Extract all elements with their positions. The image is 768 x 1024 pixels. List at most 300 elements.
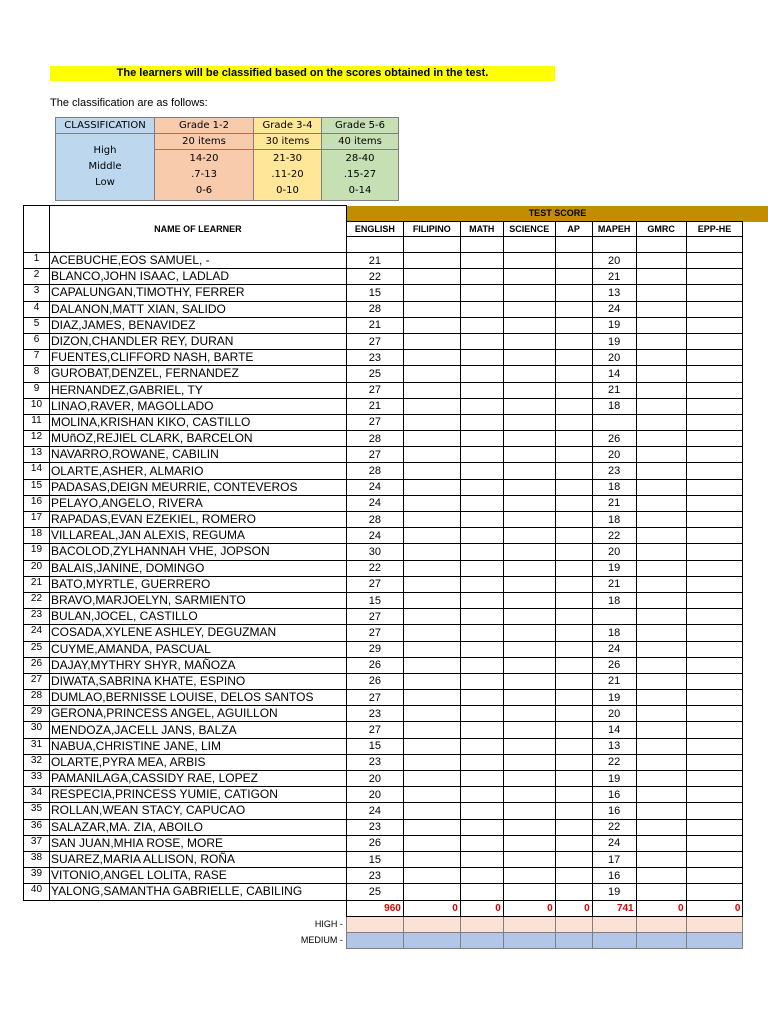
- gmrc-score: [636, 625, 686, 641]
- learner-row: [24, 495, 768, 511]
- filipino-score: [403, 253, 460, 269]
- filipino-score: [403, 333, 460, 349]
- epp-he-score: [686, 285, 743, 301]
- mapeh-score: 20: [592, 350, 636, 366]
- filipino-score: [403, 512, 460, 528]
- learner-name: NAVARRO,ROWANE, CABILIN: [49, 447, 346, 463]
- learner-number: 38: [24, 851, 50, 867]
- science-score: [503, 366, 555, 382]
- learner-name: DAJAY,MYTHRY SHYR, MAÑOZA: [49, 657, 346, 673]
- learner-number: 12: [24, 431, 50, 447]
- learner-row: [24, 787, 768, 803]
- learner-row: [24, 738, 768, 754]
- high-count-cell: [555, 916, 592, 932]
- learner-row: [24, 382, 768, 398]
- science-score: [503, 512, 555, 528]
- gmrc-score: [636, 479, 686, 495]
- medium-count-cell: [555, 932, 592, 948]
- epp-he-score: [686, 754, 743, 770]
- learner-row: [24, 431, 768, 447]
- subject-header-ap: AP: [555, 222, 592, 237]
- epp-he-score: [686, 479, 743, 495]
- science-score: [503, 560, 555, 576]
- test-score-header: TEST SCORE: [346, 206, 768, 222]
- mapeh-score: 24: [592, 641, 636, 657]
- learner-row: [24, 479, 768, 495]
- learner-number: 14: [24, 463, 50, 479]
- english-score: 23: [346, 868, 403, 884]
- mapeh-score: 21: [592, 673, 636, 689]
- medium-count-cell: [503, 932, 555, 948]
- math-score: [460, 560, 503, 576]
- learner-name: MOLINA,KRISHAN KIKO, CASTILLO: [49, 414, 346, 430]
- math-score: [460, 609, 503, 625]
- ap-score: [555, 269, 592, 285]
- english-score: 27: [346, 414, 403, 430]
- epp-he-score: [686, 463, 743, 479]
- mapeh-score: 22: [592, 528, 636, 544]
- filipino-score: [403, 657, 460, 673]
- science-score: [503, 495, 555, 511]
- subject-header-epp-he: EPP-HE: [686, 222, 743, 237]
- learner-number: 24: [24, 625, 50, 641]
- gmrc-score: [636, 738, 686, 754]
- ap-score: [555, 706, 592, 722]
- learner-row: [24, 414, 768, 430]
- gmrc-score: [636, 722, 686, 738]
- math-score: [460, 690, 503, 706]
- learner-row: [24, 754, 768, 770]
- math-score: [460, 463, 503, 479]
- learner-number: 15: [24, 479, 50, 495]
- english-score: 15: [346, 592, 403, 608]
- science-score: [503, 382, 555, 398]
- learner-name: COSADA,XYLENE ASHLEY, DEGUZMAN: [49, 625, 346, 641]
- math-score: [460, 398, 503, 414]
- high-count-cell: [346, 916, 403, 932]
- subject-header-math: MATH: [460, 222, 503, 237]
- science-score: [503, 625, 555, 641]
- gmrc-score: [636, 754, 686, 770]
- gmrc-score: [636, 884, 686, 900]
- filipino-score: [403, 269, 460, 285]
- learner-number: 17: [24, 512, 50, 528]
- math-score: [460, 317, 503, 333]
- english-score: 20: [346, 771, 403, 787]
- english-score: 21: [346, 398, 403, 414]
- learner-name: PELAYO,ANGELO, RIVERA: [49, 495, 346, 511]
- mapeh-score: 22: [592, 819, 636, 835]
- math-score: [460, 851, 503, 867]
- mapeh-score: 23: [592, 463, 636, 479]
- learner-name: BACOLOD,ZYLHANNAH VHE, JOPSON: [49, 544, 346, 560]
- epp-he-score: [686, 787, 743, 803]
- filipino-score: [403, 398, 460, 414]
- learner-name: PADASAS,DEIGN MEURRIE, CONTEVEROS: [49, 479, 346, 495]
- learner-name: DALANON,MATT XIAN, SALIDO: [49, 301, 346, 317]
- filipino-score: [403, 560, 460, 576]
- gmrc-score: [636, 851, 686, 867]
- gmrc-score: [636, 301, 686, 317]
- filipino-score: [403, 819, 460, 835]
- learner-name: RAPADAS,EVAN EZEKIEL, ROMERO: [49, 512, 346, 528]
- filipino-score: [403, 835, 460, 851]
- epp-he-score: [686, 851, 743, 867]
- math-score: [460, 592, 503, 608]
- medium-label: MEDIUM -: [300, 935, 343, 945]
- learner-name: DIWATA,SABRINA KHATE, ESPINO: [49, 673, 346, 689]
- learner-name: GUROBAT,DENZEL, FERNANDEZ: [49, 366, 346, 382]
- learner-name: DIZON,CHANDLER REY, DURAN: [49, 333, 346, 349]
- epp-he-score: [686, 673, 743, 689]
- learner-name: HERNANDEZ,GABRIEL, TY: [49, 382, 346, 398]
- epp-he-score: [686, 657, 743, 673]
- english-score: 15: [346, 851, 403, 867]
- epp-he-score: [686, 414, 743, 430]
- learner-number: 31: [24, 738, 50, 754]
- mapeh-score: 20: [592, 253, 636, 269]
- science-score: [503, 706, 555, 722]
- science-score: [503, 576, 555, 592]
- epp-he-score: [686, 868, 743, 884]
- science-score: [503, 738, 555, 754]
- learner-name: NABUA,CHRISTINE JANE, LIM: [49, 738, 346, 754]
- epp-he-score: [686, 706, 743, 722]
- subject-header-filipino: FILIPINO: [403, 222, 460, 237]
- grade-3-4-items: 30 items: [254, 134, 322, 150]
- gmrc-score: [636, 463, 686, 479]
- medium-row: [24, 932, 768, 948]
- mapeh-score: 22: [592, 754, 636, 770]
- gmrc-score: [636, 544, 686, 560]
- high-count-cell: [592, 916, 636, 932]
- mapeh-score: 19: [592, 560, 636, 576]
- gmrc-score: [636, 382, 686, 398]
- learner-number: 4: [24, 301, 50, 317]
- medium-count-cell: [686, 932, 743, 948]
- medium-count-cell: [403, 932, 460, 948]
- learner-number: 32: [24, 754, 50, 770]
- math-score: [460, 819, 503, 835]
- math-score: [460, 657, 503, 673]
- science-score: [503, 398, 555, 414]
- learner-row: [24, 722, 768, 738]
- level-names: High Middle Low: [56, 134, 155, 201]
- filipino-score: [403, 771, 460, 787]
- learner-name: RESPECIA,PRINCESS YUMIE, CATIGON: [49, 787, 346, 803]
- mapeh-score: 18: [592, 512, 636, 528]
- grade-5-6-items: 40 items: [322, 134, 399, 150]
- learner-score-table: [23, 205, 768, 949]
- learner-name: MENDOZA,JACELL JANS, BALZA: [49, 722, 346, 738]
- filipino-score: [403, 447, 460, 463]
- gmrc-score: [636, 398, 686, 414]
- filipino-score: [403, 884, 460, 900]
- filipino-score: [403, 414, 460, 430]
- grade-3-4-ranges: 21-30 .11-20 0-10: [254, 150, 322, 201]
- learner-number: 9: [24, 382, 50, 398]
- math-score: [460, 706, 503, 722]
- epp-he-score: [686, 576, 743, 592]
- learner-row: [24, 868, 768, 884]
- english-score: 21: [346, 253, 403, 269]
- mapeh-score: 24: [592, 301, 636, 317]
- filipino-score: [403, 382, 460, 398]
- english-score: 27: [346, 447, 403, 463]
- learner-row: [24, 641, 768, 657]
- mapeh-score: [592, 414, 636, 430]
- learner-number: 30: [24, 722, 50, 738]
- mapeh-score: 14: [592, 366, 636, 382]
- filipino-score: [403, 431, 460, 447]
- math-score: [460, 447, 503, 463]
- filipino-score: [403, 868, 460, 884]
- learner-row: [24, 560, 768, 576]
- learner-number: 26: [24, 657, 50, 673]
- english-score: 20: [346, 787, 403, 803]
- subject-header-science: SCIENCE: [503, 222, 555, 237]
- mapeh-score: 21: [592, 495, 636, 511]
- science-score: [503, 269, 555, 285]
- science-score: [503, 350, 555, 366]
- ap-score: [555, 609, 592, 625]
- english-score: 28: [346, 301, 403, 317]
- english-score: 27: [346, 382, 403, 398]
- learner-row: [24, 317, 768, 333]
- learner-name: VILLAREAL,JAN ALEXIS, REGUMA: [49, 528, 346, 544]
- grade-1-2-items: 20 items: [155, 134, 254, 150]
- learner-row: [24, 269, 768, 285]
- grade-1-2-header: Grade 1-2: [155, 118, 254, 134]
- epp-he-score: [686, 560, 743, 576]
- learner-row: [24, 690, 768, 706]
- learner-name: CUYME,AMANDA, PASCUAL: [49, 641, 346, 657]
- ap-score: [555, 851, 592, 867]
- mapeh-score: 18: [592, 625, 636, 641]
- math-score: [460, 738, 503, 754]
- learner-row: [24, 285, 768, 301]
- ap-score: [555, 431, 592, 447]
- science-score: [503, 301, 555, 317]
- gmrc-score: [636, 317, 686, 333]
- mapeh-score: 16: [592, 868, 636, 884]
- math-score: [460, 512, 503, 528]
- gmrc-score: [636, 269, 686, 285]
- ap-score: [555, 592, 592, 608]
- science-score: [503, 787, 555, 803]
- learner-number: 27: [24, 673, 50, 689]
- filipino-score: [403, 754, 460, 770]
- epp-he-score: [686, 528, 743, 544]
- learner-name: DIAZ,JAMES, BENAVIDEZ: [49, 317, 346, 333]
- english-score: 27: [346, 625, 403, 641]
- learner-row: [24, 657, 768, 673]
- gmrc-score: [636, 673, 686, 689]
- epp-he-score: [686, 690, 743, 706]
- epp-he-score: [686, 350, 743, 366]
- mapeh-score: 16: [592, 787, 636, 803]
- learner-name: BLANCO,JOHN ISAAC, LADLAD: [49, 269, 346, 285]
- high-count-cell: [636, 916, 686, 932]
- filipino-score: [403, 366, 460, 382]
- english-score: 28: [346, 512, 403, 528]
- epp-he-score: [686, 835, 743, 851]
- mapeh-score: 19: [592, 771, 636, 787]
- learner-name: ROLLAN,WEAN STACY, CAPUCAO: [49, 803, 346, 819]
- math-score: [460, 479, 503, 495]
- learner-name: ACEBUCHE,EOS SAMUEL, -: [49, 253, 346, 269]
- filipino-score: [403, 641, 460, 657]
- english-score: 30: [346, 544, 403, 560]
- total-mapeh: 741: [592, 900, 636, 916]
- mapeh-score: 20: [592, 447, 636, 463]
- math-score: [460, 285, 503, 301]
- grade-1-2-ranges: 14-20 .7-13 0-6: [155, 150, 254, 201]
- learner-number: 36: [24, 819, 50, 835]
- filipino-score: [403, 463, 460, 479]
- row-number-header: [24, 206, 50, 253]
- english-score: 25: [346, 884, 403, 900]
- english-score: 25: [346, 366, 403, 382]
- learner-row: [24, 301, 768, 317]
- filipino-score: [403, 690, 460, 706]
- learner-number: 23: [24, 609, 50, 625]
- learner-number: 40: [24, 884, 50, 900]
- epp-he-score: [686, 317, 743, 333]
- ap-score: [555, 512, 592, 528]
- ap-score: [555, 463, 592, 479]
- epp-he-score: [686, 609, 743, 625]
- ap-score: [555, 738, 592, 754]
- english-score: 24: [346, 803, 403, 819]
- learner-number: 10: [24, 398, 50, 414]
- gmrc-score: [636, 706, 686, 722]
- learner-name: BRAVO,MARJOELYN, SARMIENTO: [49, 592, 346, 608]
- ap-score: [555, 576, 592, 592]
- learner-row: [24, 851, 768, 867]
- english-score: 26: [346, 835, 403, 851]
- math-score: [460, 495, 503, 511]
- english-score: 24: [346, 528, 403, 544]
- gmrc-score: [636, 576, 686, 592]
- learner-number: 13: [24, 447, 50, 463]
- learner-number: 5: [24, 317, 50, 333]
- learner-number: 3: [24, 285, 50, 301]
- ap-score: [555, 544, 592, 560]
- english-score: 26: [346, 657, 403, 673]
- science-score: [503, 673, 555, 689]
- learner-name: LINAO,RAVER, MAGOLLADO: [49, 398, 346, 414]
- gmrc-score: [636, 333, 686, 349]
- learner-name: SUAREZ,MARIA ALLISON, ROÑA: [49, 851, 346, 867]
- filipino-score: [403, 673, 460, 689]
- ap-score: [555, 479, 592, 495]
- ap-score: [555, 414, 592, 430]
- filipino-score: [403, 851, 460, 867]
- learner-name: PAMANILAGA,CASSIDY RAE, LOPEZ: [49, 771, 346, 787]
- filipino-score: [403, 592, 460, 608]
- learner-number: 25: [24, 641, 50, 657]
- learner-number: 35: [24, 803, 50, 819]
- ap-score: [555, 625, 592, 641]
- science-score: [503, 641, 555, 657]
- mapeh-score: 21: [592, 382, 636, 398]
- ap-score: [555, 301, 592, 317]
- gmrc-score: [636, 447, 686, 463]
- science-score: [503, 447, 555, 463]
- learner-name: BATO,MYRTLE, GUERRERO: [49, 576, 346, 592]
- gmrc-score: [636, 366, 686, 382]
- high-count-cell: [503, 916, 555, 932]
- filipino-score: [403, 706, 460, 722]
- total-epp-he: 0: [686, 900, 743, 916]
- classification-intro-text: The classification are as follows:: [50, 97, 208, 109]
- gmrc-score: [636, 528, 686, 544]
- learner-row: [24, 447, 768, 463]
- mapeh-score: 19: [592, 884, 636, 900]
- math-score: [460, 382, 503, 398]
- ap-score: [555, 722, 592, 738]
- epp-he-score: [686, 382, 743, 398]
- learner-number: 37: [24, 835, 50, 851]
- ap-score: [555, 317, 592, 333]
- learner-number: 28: [24, 690, 50, 706]
- learner-name: OLARTE,PYRA MEA, ARBIS: [49, 754, 346, 770]
- english-score: 23: [346, 706, 403, 722]
- grade-3-4-header: Grade 3-4: [254, 118, 322, 134]
- classification-note-banner: The learners will be classified based on the scores obtained in the test.: [50, 66, 555, 81]
- gmrc-score: [636, 350, 686, 366]
- classification-header: CLASSIFICATION: [56, 118, 155, 134]
- ap-score: [555, 657, 592, 673]
- mapeh-score: [592, 609, 636, 625]
- ap-score: [555, 350, 592, 366]
- math-score: [460, 366, 503, 382]
- math-score: [460, 673, 503, 689]
- learner-name: FUENTES,CLIFFORD NASH, BARTE: [49, 350, 346, 366]
- ap-score: [555, 366, 592, 382]
- gmrc-score: [636, 787, 686, 803]
- mapeh-score: 20: [592, 706, 636, 722]
- gmrc-score: [636, 803, 686, 819]
- learner-name: YALONG,SAMANTHA GABRIELLE, CABILING: [49, 884, 346, 900]
- gmrc-score: [636, 868, 686, 884]
- english-score: 15: [346, 738, 403, 754]
- mapeh-score: 17: [592, 851, 636, 867]
- total-gmrc: 0: [636, 900, 686, 916]
- epp-he-score: [686, 884, 743, 900]
- learner-number: 22: [24, 592, 50, 608]
- learner-row: [24, 463, 768, 479]
- epp-he-score: [686, 333, 743, 349]
- gmrc-score: [636, 690, 686, 706]
- total-ap: 0: [555, 900, 592, 916]
- learner-row: [24, 884, 768, 900]
- learner-row: [24, 333, 768, 349]
- learner-name: SALAZAR,MA. ZIA, ABOILO: [49, 819, 346, 835]
- learner-number: 2: [24, 269, 50, 285]
- ap-score: [555, 819, 592, 835]
- learner-number: 1: [24, 253, 50, 269]
- ap-score: [555, 884, 592, 900]
- ap-score: [555, 495, 592, 511]
- learner-number: 6: [24, 333, 50, 349]
- high-count-cell: [460, 916, 503, 932]
- subject-header-gmrc: GMRC: [636, 222, 686, 237]
- learner-row: [24, 576, 768, 592]
- learner-row: [24, 803, 768, 819]
- filipino-score: [403, 301, 460, 317]
